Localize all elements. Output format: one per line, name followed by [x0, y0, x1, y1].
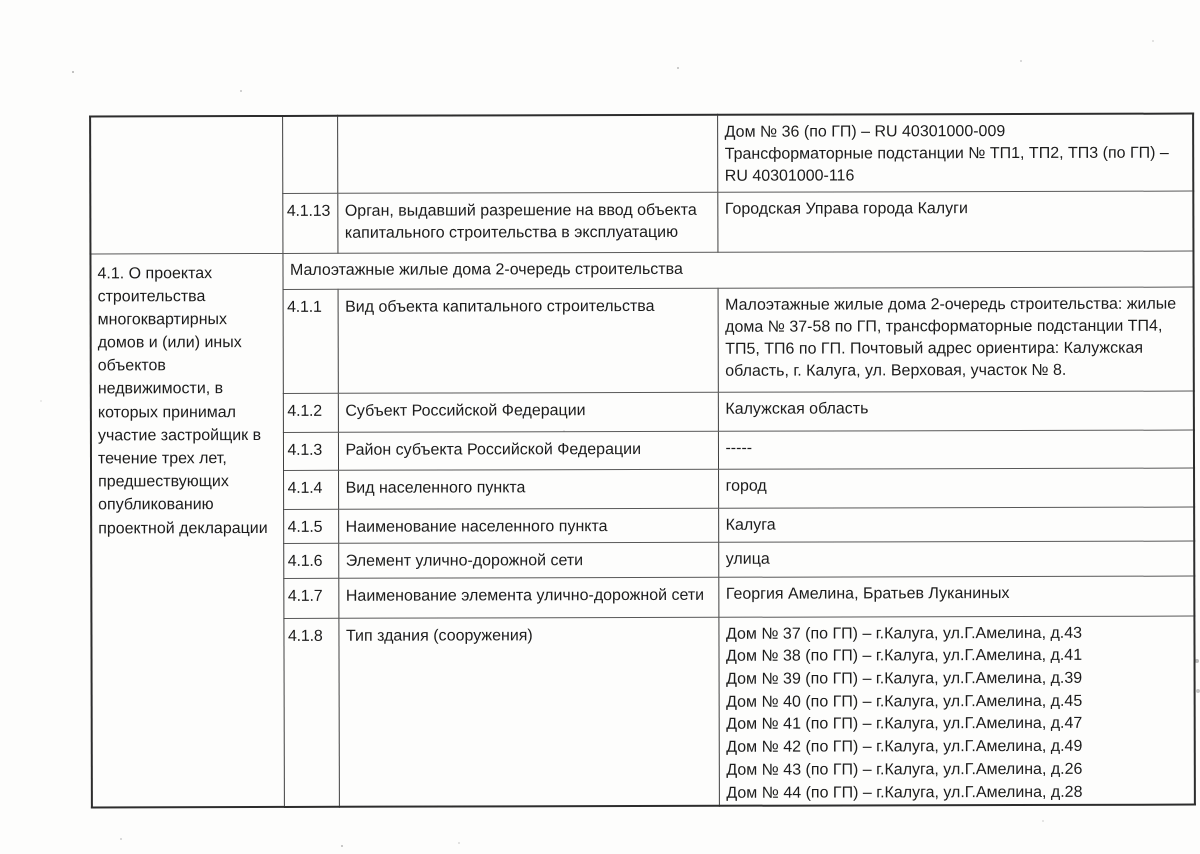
row-name-cell: Орган, выдавший разрешение на ввод объекта капитального строительства в эксплуатацию [337, 192, 717, 253]
row-name-cell: Наименование элемента улично-дорожной сети [338, 577, 718, 618]
row-name-cell: Тип здания (сооружения) [338, 617, 718, 807]
section-label-cell: 4.1. О проектах строительства многоквартирных домов и (или) иных объектов недвижимости, в которых принимал участие застройщик в течение трех лет, предшествующих опубликованию проектной декларации [90, 253, 283, 808]
row-name-cell: Элемент улично-дорожной сети [338, 542, 718, 578]
row-value-cell: Дом № 36 (по ГП) – RU 40301000-009 Трансформаторные подстанции № ТП1, ТП2, ТП3 (по ГП) – RU 40301000-116 [717, 114, 1193, 192]
document-sheet [89, 113, 1196, 809]
declaration-table [89, 113, 1196, 809]
subsection-header-cell: Малоэтажные жилые дома 2-очередь строительства [282, 251, 1193, 289]
row-number-cell: 4.1.5 [283, 509, 338, 543]
row-value-cell: Георгия Амелина, Братьев Луканиных [718, 576, 1194, 617]
row-value-cell: Дом № 37 (по ГП) – г.Калуга, ул.Г.Амелина, д.43 Дом № 38 (по ГП) – г.Калуга, ул.Г.Амелина, д.41 Дом № 39 (по ГП) – г.Калуга, ул.Г.Амелина, д.39 Дом № 40 (по ГП) – г.Калуга, ул.Г.Амелина, д.45 Дом № 41 (по ГП) – г.Калуга, ул.Г.Амелина, д.47 Дом № 42 (по ГП) – г.Калуга, ул.Г.Амелина, д.49 Дом № 43 (по ГП) – г.Калуга, ул.Г.Амелина, д.26 Дом № 44 (по ГП) – г.Калуга, ул.Г.Амелина, д.28 [718, 616, 1194, 806]
row-name-cell: Район субъекта Российской Федерации [338, 431, 718, 470]
row-number-cell: 4.1.4 [283, 470, 338, 509]
row-number-cell: 4.1.13 [282, 193, 337, 253]
scan-noise-speckles [0, 0, 2, 2]
row-name-cell: Наименование населенного пункта [338, 508, 718, 543]
row-number-cell: 4.1.3 [283, 432, 338, 470]
section-cell-empty [90, 116, 282, 254]
table-row-subsection-header [90, 251, 1193, 290]
row-value-cell: город [718, 468, 1194, 508]
row-number-cell: 4.1.2 [283, 393, 338, 432]
row-value-cell: ----- [718, 430, 1194, 469]
row-number-cell: 4.1.7 [283, 578, 338, 618]
row-number-cell: 4.1.1 [283, 289, 338, 393]
row-number-cell: 4.1.6 [283, 543, 338, 578]
row-name-cell: Вид населенного пункта [338, 469, 718, 509]
row-name-cell: Вид объекта капитального строительства [338, 288, 718, 393]
row-number-cell: 4.1.8 [283, 618, 338, 807]
row-value-cell: Калужская область [718, 391, 1194, 431]
row-number-cell [282, 116, 337, 193]
row-name-cell: Субъект Российской Федерации [338, 392, 718, 432]
row-value-cell: Городская Управа города Калуги [717, 191, 1193, 252]
table-row-continued [90, 114, 1193, 194]
row-value-cell: Калуга [718, 507, 1194, 542]
row-name-cell [337, 115, 717, 193]
row-value-cell: улица [718, 541, 1194, 577]
row-value-cell: Малоэтажные жилые дома 2-очередь строительства: жилые дома № 37-58 по ГП, трансформаторные подстанции ТП4, ТП5, ТП6 по ГП. Почтовый адрес ориентира: Калужская область, г. Калуга, ул. Верховая, участок № 8. [718, 287, 1194, 392]
